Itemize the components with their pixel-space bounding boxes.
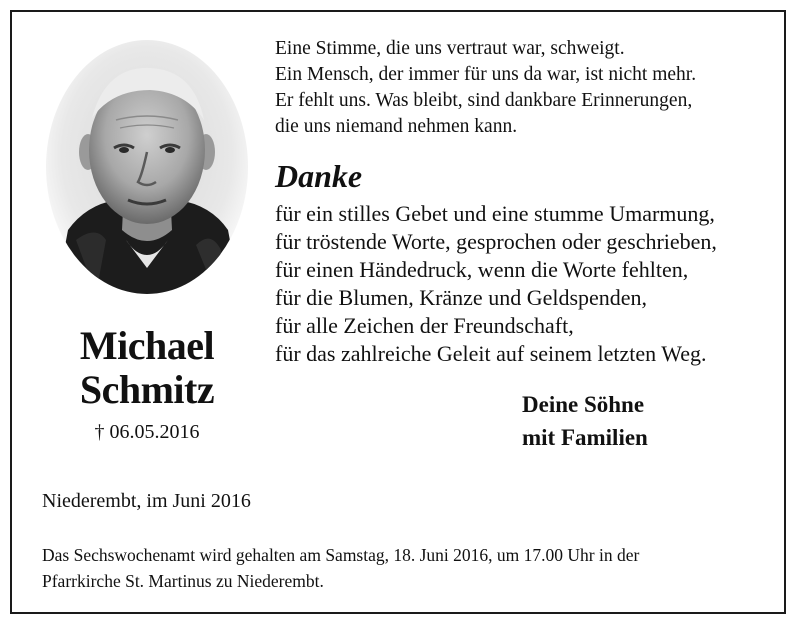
signature-line: mit Familien <box>522 425 648 450</box>
notice-line: Das Sechswochenamt wird gehalten am Samstag, 18. Juni 2016, um 17.00 Uhr in der <box>42 545 640 565</box>
verse-line: Eine Stimme, die uns vertraut war, schweigt. <box>275 38 625 59</box>
deceased-last-name: Schmitz <box>79 367 215 412</box>
verse-line: Er fehlt uns. Was bleibt, sind dankbare Erinnerungen, <box>275 90 693 111</box>
signature-line: Deine Söhne <box>522 392 645 417</box>
place-date-line: Niederembt, im Juni 2016 <box>42 490 251 512</box>
thanks-heading: Danke <box>275 158 363 194</box>
thanks-list <box>275 200 717 368</box>
service-notice <box>42 542 639 594</box>
thanks-line: für die Blumen, Kränze und Geldspenden, <box>275 285 648 310</box>
deceased-first-name: Michael <box>79 323 215 368</box>
verse-line: Ein Mensch, der immer für uns da war, ist nicht mehr. <box>275 64 697 85</box>
portrait-photo <box>46 40 248 294</box>
thanks-line: für tröstende Worte, gesprochen oder geschrieben, <box>275 229 717 254</box>
memorial-verse <box>275 36 696 140</box>
thanks-line: für ein stilles Gebet und eine stumme Umarmung, <box>275 201 715 226</box>
thanks-line: für alle Zeichen der Freundschaft, <box>275 313 574 338</box>
family-signature <box>522 388 648 454</box>
verse-line: die uns niemand nehmen kann. <box>275 116 518 137</box>
notice-line: Pfarrkirche St. Martinus zu Niederembt. <box>42 571 324 591</box>
death-date: † 06.05.2016 <box>94 421 200 443</box>
thanks-line: für das zahlreiche Geleit auf seinem letzten Weg. <box>275 341 707 366</box>
thanks-line: für einen Händedruck, wenn die Worte fehlten, <box>275 257 689 282</box>
